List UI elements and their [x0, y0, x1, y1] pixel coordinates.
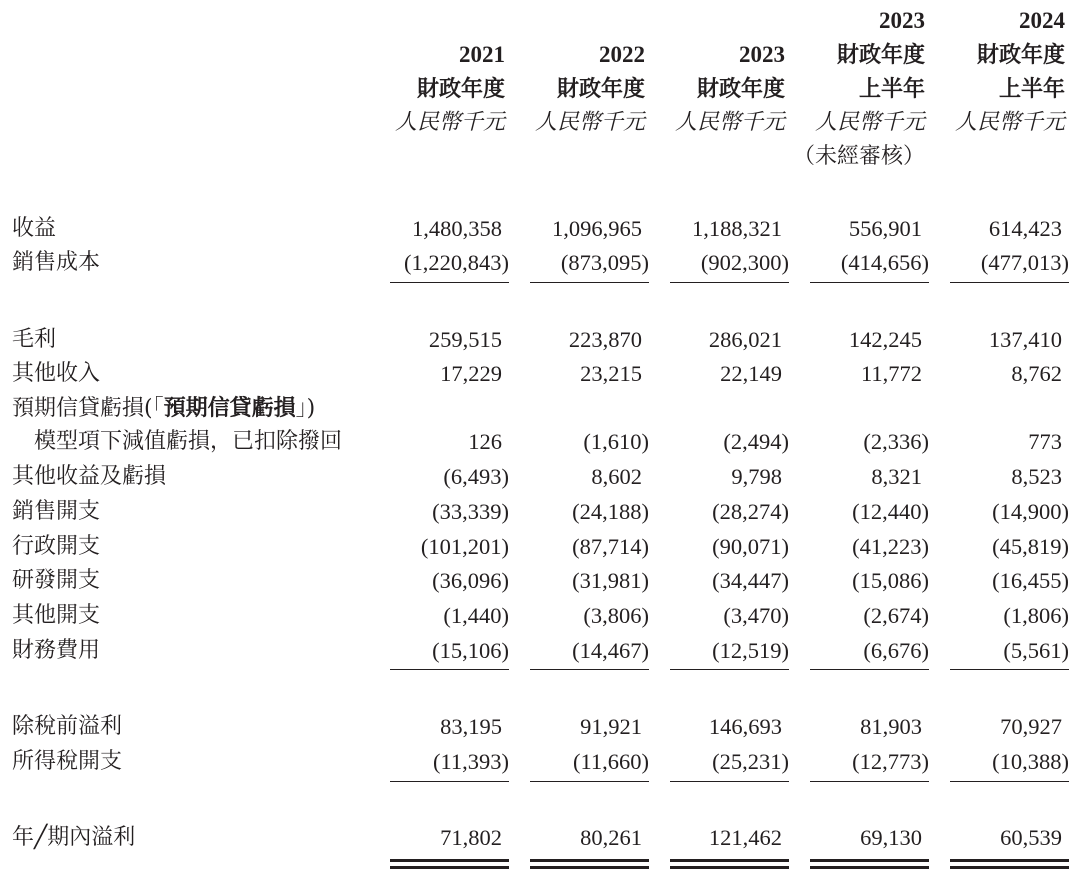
header-period: 財政年度	[696, 76, 785, 102]
value-cell: 81,903	[860, 714, 922, 739]
row-label: 財務費用	[12, 638, 101, 663]
value-cell: 69,130	[860, 825, 922, 850]
total-double-rule	[670, 859, 789, 862]
row-other-income	[0, 357, 1080, 391]
value-cell: (87,714)	[572, 534, 649, 559]
value-cell: 1,480,358	[412, 216, 502, 241]
total-double-rule	[950, 866, 1069, 869]
row-label: 所得稅開支	[12, 749, 123, 774]
value-cell: (14,900)	[992, 499, 1069, 524]
total-double-rule	[810, 866, 929, 869]
row-gross-profit	[0, 323, 1080, 357]
value-cell: (12,440)	[852, 499, 929, 524]
value-cell: (6,493)	[443, 464, 509, 489]
header-fiscal-year: 財政年度	[976, 42, 1065, 68]
header-fiscal-year: 財政年度	[836, 42, 925, 68]
value-cell: (11,393)	[432, 749, 509, 774]
row-label: 除稅前溢利	[12, 714, 123, 739]
value-cell: (15,086)	[852, 568, 929, 593]
subtotal-rule	[670, 669, 789, 670]
header-unit: 人民幣千元	[534, 110, 645, 135]
value-cell: 70,927	[1000, 714, 1062, 739]
value-cell: (3,470)	[723, 603, 789, 628]
row-label: 模型項下減值虧損，已扣除撥回	[34, 429, 343, 454]
row-other-expenses	[0, 599, 1080, 633]
subtotal-rule	[530, 781, 649, 782]
value-cell: (1,220,843)	[404, 250, 509, 275]
total-double-rule	[670, 866, 789, 869]
value-cell: 556,901	[848, 216, 922, 241]
value-cell: (45,819)	[992, 534, 1069, 559]
value-cell: 60,539	[1000, 825, 1062, 850]
subtotal-rule	[950, 781, 1069, 782]
total-double-rule	[530, 859, 649, 862]
row-other-gains-losses	[0, 460, 1080, 494]
value-cell: 23,215	[580, 361, 642, 386]
value-cell: 91,921	[580, 714, 642, 739]
row-profit-for-period	[0, 821, 1080, 855]
value-cell: (902,300)	[700, 250, 789, 275]
header-year: 2024	[1019, 8, 1065, 33]
row-income-tax	[0, 745, 1080, 779]
value-cell: (1,440)	[443, 603, 509, 628]
total-double-rule	[390, 859, 509, 862]
column-header-fy2023	[645, 38, 785, 140]
column-header-1h2023	[785, 4, 925, 174]
value-cell: (16,455)	[992, 568, 1069, 593]
value-cell: 259,515	[428, 327, 502, 352]
value-cell: 1,188,321	[692, 216, 782, 241]
value-cell: 286,021	[708, 327, 782, 352]
value-cell: (2,336)	[863, 429, 929, 454]
header-unit: 人民幣千元	[394, 110, 505, 135]
subtotal-rule	[950, 282, 1069, 283]
header-unit: 人民幣千元	[814, 110, 925, 135]
value-cell: 71,802	[440, 825, 502, 850]
value-cell: 614,423	[988, 216, 1062, 241]
value-cell: 11,772	[860, 361, 922, 386]
column-header-fy2022	[505, 38, 645, 140]
header-period: 財政年度	[416, 76, 505, 102]
row-cost-of-sales	[0, 246, 1080, 280]
row-label: 其他收入	[12, 361, 101, 386]
value-cell: 137,410	[988, 327, 1062, 352]
value-cell: 142,245	[848, 327, 922, 352]
row-rnd-expenses	[0, 564, 1080, 598]
value-cell: 9,798	[731, 464, 782, 489]
row-label: 其他收益及虧損	[12, 464, 167, 489]
subtotal-rule	[950, 669, 1069, 670]
subtotal-rule	[530, 669, 649, 670]
value-cell: 773	[1028, 429, 1062, 454]
total-double-rule	[950, 859, 1069, 862]
column-header-1h2024	[925, 4, 1065, 140]
value-cell: 8,602	[591, 464, 642, 489]
label-suffix: 」)	[295, 396, 316, 421]
subtotal-rule	[670, 282, 789, 283]
value-cell: 146,693	[708, 714, 782, 739]
value-cell: (2,674)	[863, 603, 929, 628]
column-header-fy2021	[365, 38, 505, 140]
header-year: 2021	[459, 42, 505, 67]
row-label	[12, 391, 315, 426]
subtotal-rule	[530, 282, 649, 283]
value-cell: (15,106)	[432, 638, 509, 663]
value-cell: (34,447)	[712, 568, 789, 593]
value-cell: (24,188)	[572, 499, 649, 524]
value-cell: (11,660)	[572, 749, 649, 774]
value-cell: 121,462	[708, 825, 782, 850]
row-finance-costs	[0, 634, 1080, 668]
value-cell: (90,071)	[712, 534, 789, 559]
value-cell: (414,656)	[840, 250, 929, 275]
value-cell: (477,013)	[980, 250, 1069, 275]
subtotal-rule	[810, 669, 929, 670]
subtotal-rule	[390, 669, 509, 670]
row-label: 銷售成本	[12, 250, 101, 275]
value-cell: 223,870	[568, 327, 642, 352]
label-prefix: 預期信貸虧損(「	[12, 396, 164, 421]
row-label: 毛利	[12, 327, 57, 352]
header-period: 財政年度	[556, 76, 645, 102]
header-year: 2023	[879, 8, 925, 33]
header-year: 2022	[599, 42, 645, 67]
value-cell: (1,610)	[583, 429, 649, 454]
row-selling-expenses	[0, 495, 1080, 529]
value-cell: 8,321	[871, 464, 922, 489]
value-cell: (101,201)	[420, 534, 509, 559]
subtotal-rule	[390, 282, 509, 283]
total-double-rule	[530, 866, 649, 869]
value-cell: (1,806)	[1003, 603, 1069, 628]
value-cell: (12,519)	[712, 638, 789, 663]
total-double-rule	[810, 859, 929, 862]
subtotal-rule	[810, 282, 929, 283]
value-cell: (2,494)	[723, 429, 789, 454]
value-cell: (873,095)	[560, 250, 649, 275]
value-cell: (31,981)	[572, 568, 649, 593]
row-revenue	[0, 212, 1080, 246]
header-period: 上半年	[998, 76, 1065, 102]
row-profit-before-tax	[0, 710, 1080, 744]
header-unit: 人民幣千元	[674, 110, 785, 135]
header-year: 2023	[739, 42, 785, 67]
row-label: 研發開支	[12, 568, 101, 593]
subtotal-rule	[670, 781, 789, 782]
row-label: 行政開支	[12, 534, 101, 559]
row-label: 年╱期內溢利	[12, 825, 136, 850]
value-cell: (28,274)	[712, 499, 789, 524]
value-cell: (41,223)	[852, 534, 929, 559]
row-label: 銷售開支	[12, 499, 101, 524]
row-label: 其他開支	[12, 603, 101, 628]
label-defined-term: 預期信貸虧損	[163, 395, 296, 421]
row-ecl-impairment	[0, 425, 1080, 459]
value-cell: 17,229	[440, 361, 502, 386]
value-cell: 1,096,965	[552, 216, 642, 241]
value-cell: (5,561)	[1003, 638, 1069, 663]
subtotal-rule	[390, 781, 509, 782]
value-cell: 126	[468, 429, 502, 454]
value-cell: 8,523	[1011, 464, 1062, 489]
value-cell: 22,149	[720, 361, 782, 386]
value-cell: 80,261	[580, 825, 642, 850]
subtotal-rule	[810, 781, 929, 782]
total-double-rule	[390, 866, 509, 869]
value-cell: (12,773)	[852, 749, 929, 774]
value-cell: (33,339)	[432, 499, 509, 524]
row-ecl-heading	[0, 391, 1080, 425]
header-unit: 人民幣千元	[954, 110, 1065, 135]
value-cell: 83,195	[440, 714, 502, 739]
header-period: 上半年	[858, 76, 925, 102]
value-cell: (36,096)	[432, 568, 509, 593]
header-unaudited-note: （未經審核）	[793, 144, 926, 169]
value-cell: 8,762	[1011, 361, 1062, 386]
value-cell: (6,676)	[863, 638, 929, 663]
value-cell: (14,467)	[572, 638, 649, 663]
row-admin-expenses	[0, 530, 1080, 564]
value-cell: (10,388)	[992, 749, 1069, 774]
value-cell: (25,231)	[712, 749, 789, 774]
row-label: 收益	[12, 216, 57, 241]
value-cell: (3,806)	[583, 603, 649, 628]
